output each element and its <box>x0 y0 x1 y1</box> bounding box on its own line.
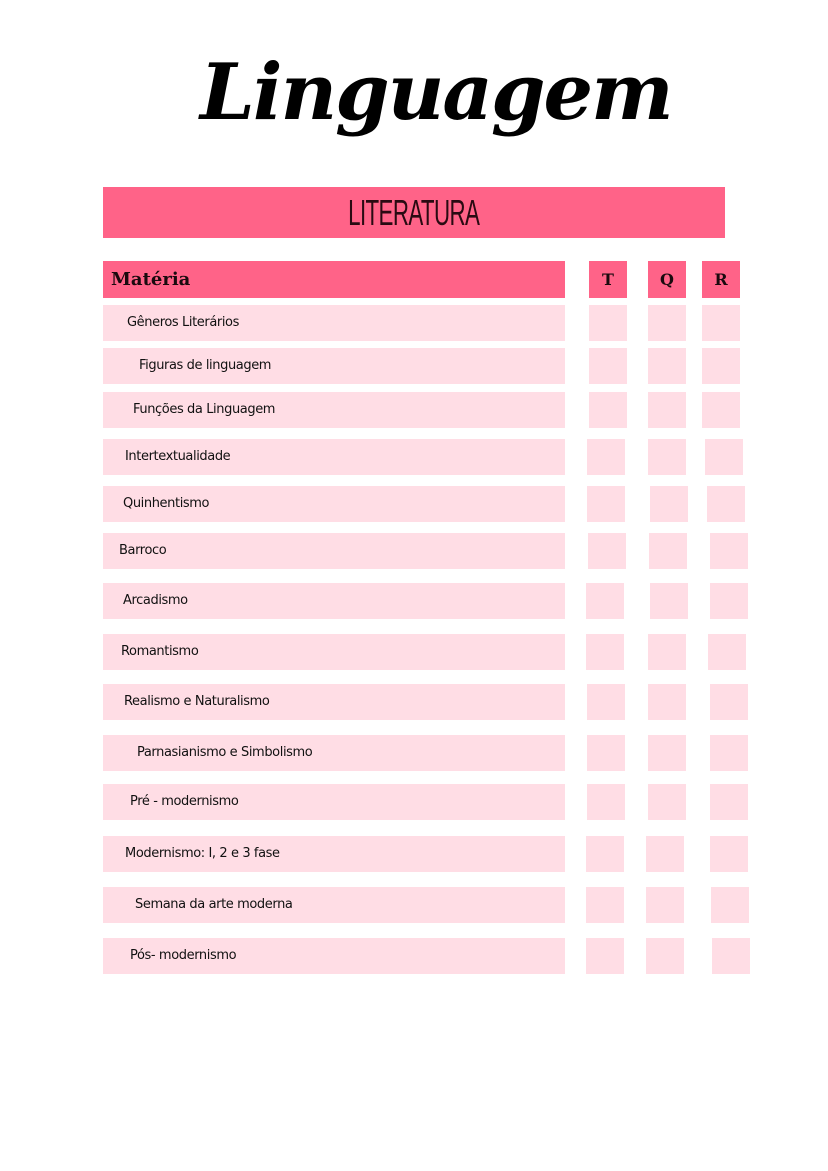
checkbox-cell-t[interactable] <box>587 784 625 820</box>
page-title: Linguagem <box>200 47 672 138</box>
checkbox-cell-q[interactable] <box>646 887 684 923</box>
subject-row-label: Gêneros Literários <box>103 305 565 341</box>
column-header-materia: Matéria <box>103 261 565 298</box>
checkbox-cell-q[interactable] <box>648 348 686 384</box>
checkbox-cell-q[interactable] <box>648 392 686 428</box>
checkbox-cell-t[interactable] <box>587 735 625 771</box>
subject-row-label: Intertextualidade <box>103 439 565 475</box>
checkbox-cell-t[interactable] <box>587 439 625 475</box>
checkbox-cell-q[interactable] <box>648 684 686 720</box>
checkbox-cell-q[interactable] <box>650 486 688 522</box>
subject-row-label: Semana da arte moderna <box>103 887 565 923</box>
checkbox-cell-q[interactable] <box>650 583 688 619</box>
checkbox-cell-r[interactable] <box>710 735 748 771</box>
checkbox-cell-r[interactable] <box>705 439 743 475</box>
column-header-q: Q <box>648 261 686 298</box>
subject-row-label: Parnasianismo e Simbolismo <box>103 735 565 771</box>
subject-row-label: Quinhentismo <box>103 486 565 522</box>
checkbox-cell-r[interactable] <box>702 392 740 428</box>
checkbox-cell-r[interactable] <box>710 836 748 872</box>
checkbox-cell-t[interactable] <box>586 583 624 619</box>
subject-row-label: Modernismo: I, 2 e 3 fase <box>103 836 565 872</box>
checkbox-cell-r[interactable] <box>710 684 748 720</box>
checkbox-cell-t[interactable] <box>588 533 626 569</box>
subject-row-label: Figuras de linguagem <box>103 348 565 384</box>
checkbox-cell-q[interactable] <box>649 533 687 569</box>
subject-row-label: Funções da Linguagem <box>103 392 565 428</box>
checkbox-cell-q[interactable] <box>648 784 686 820</box>
checkbox-cell-t[interactable] <box>589 348 627 384</box>
checkbox-cell-t[interactable] <box>587 684 625 720</box>
checkbox-cell-q[interactable] <box>648 735 686 771</box>
checkbox-cell-q[interactable] <box>648 305 686 341</box>
checkbox-cell-r[interactable] <box>702 305 740 341</box>
checkbox-cell-r[interactable] <box>712 938 750 974</box>
checkbox-cell-r[interactable] <box>708 634 746 670</box>
checkbox-cell-t[interactable] <box>586 634 624 670</box>
checkbox-cell-q[interactable] <box>648 634 686 670</box>
checkbox-cell-t[interactable] <box>589 392 627 428</box>
subject-row-label: Arcadismo <box>103 583 565 619</box>
column-header-t: T <box>589 261 627 298</box>
subject-row-label: Barroco <box>103 533 565 569</box>
checkbox-cell-q[interactable] <box>646 938 684 974</box>
checkbox-cell-r[interactable] <box>702 348 740 384</box>
subject-row-label: Realismo e Naturalismo <box>103 684 565 720</box>
checkbox-cell-r[interactable] <box>710 784 748 820</box>
checkbox-cell-r[interactable] <box>707 486 745 522</box>
checkbox-cell-t[interactable] <box>587 486 625 522</box>
section-banner-label: LITERATURA <box>348 192 480 233</box>
checkbox-cell-r[interactable] <box>710 533 748 569</box>
checkbox-cell-r[interactable] <box>710 583 748 619</box>
column-header-r: R <box>702 261 740 298</box>
checkbox-cell-t[interactable] <box>586 938 624 974</box>
section-banner <box>103 187 725 238</box>
subject-row-label: Pré - modernismo <box>103 784 565 820</box>
checkbox-cell-r[interactable] <box>711 887 749 923</box>
subject-row-label: Romantismo <box>103 634 565 670</box>
checkbox-cell-t[interactable] <box>586 836 624 872</box>
checkbox-cell-t[interactable] <box>589 305 627 341</box>
checkbox-cell-t[interactable] <box>586 887 624 923</box>
subject-row-label: Pós- modernismo <box>103 938 565 974</box>
checkbox-cell-q[interactable] <box>646 836 684 872</box>
checkbox-cell-q[interactable] <box>648 439 686 475</box>
